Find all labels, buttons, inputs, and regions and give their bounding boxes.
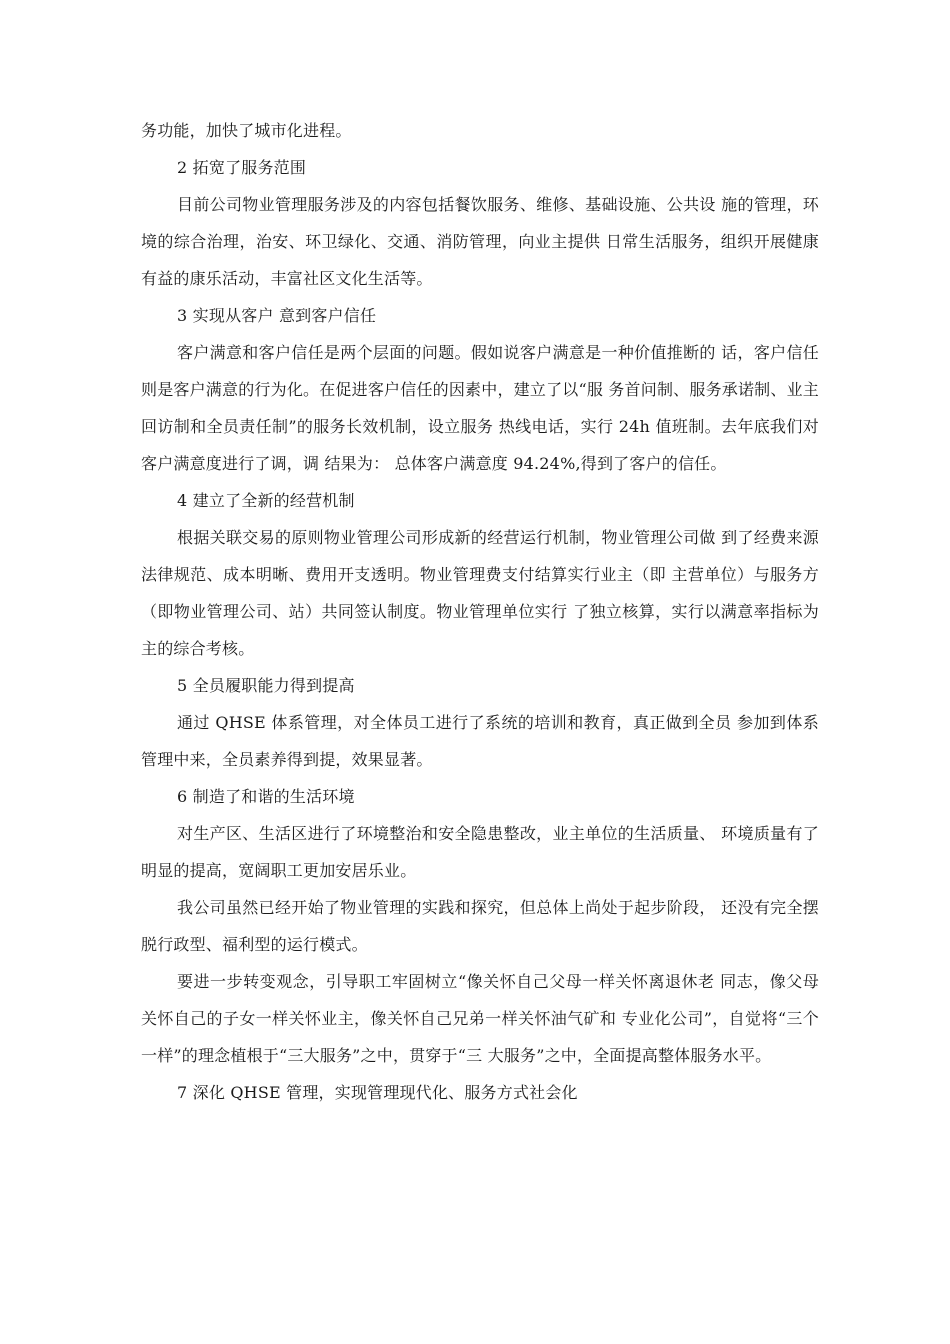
paragraph-operating-mechanism: 根据关联交易的原则物业管理公司形成新的经营运行机制，物业管理公司做 到了经费来源法律规范、成本明晰、费用开支透明。物业管理费支付结算实行业主（即 主营单位）与服务方（即物业管理公司、站）共同签认制度。物业管理单位实行 了独立核算，实行以满意率指标为主的综合考核。: [141, 528, 819, 658]
paragraph-change-concepts: 要进一步转变观念，引导职工牢固树立“像关怀自己父母一样关怀离退休老 同志，像父母关怀自己的子女一样关怀业主，像关怀自己兄弟一样关怀油气矿和 专业化公司”，自觉将“三个一样”的理念植根于“三大服务”之中，贯穿于“三 大服务”之中，全面提高整体服务水平。: [141, 972, 819, 1065]
paragraph-current-stage: 我公司虽然已经开始了物业管理的实践和探究，但总体上尚处于起步阶段， 还没有完全摆脱行政型、福利型的运行模式。: [141, 898, 819, 954]
section-heading-5: 5 全员履职能力得到提高: [177, 676, 355, 695]
paragraph-continuation: 务功能，加快了城市化进程。: [141, 121, 352, 140]
paragraph-living-environment: 对生产区、生活区进行了环境整治和安全隐患整改，业主单位的生活质量、 环境质量有了明显的提高，宽阔职工更加安居乐业。: [141, 824, 819, 880]
paragraph-customer-trust: 客户满意和客户信任是两个层面的问题。假如说客户满意是一种价值推断的 话，客户信任则是客户满意的行为化。在促进客户信任的因素中，建立了以“服 务首问制、服务承诺制、业主回访制和全员责任制”的服务长效机制，设立服务 热线电话，实行 24h 值班制。去年底我们对客户满意度进行了调，调 结果为： 总体客户满意度 94.24%,得到了客户的信任。: [141, 343, 819, 473]
section-heading-3: 3 实现从客户 意到客户信任: [177, 306, 377, 325]
section-heading-6: 6 制造了和谐的生活环境: [177, 787, 355, 806]
paragraph-service-scope: 目前公司物业管理服务涉及的内容包括餐饮服务、维修、基础设施、公共设 施的管理，环境的综合治理，治安、环卫绿化、交通、消防管理，向业主提供 日常生活服务，组织开展健康有益的康乐活动，丰富社区文化生活等。: [141, 195, 819, 288]
section-heading-4: 4 建立了全新的经营机制: [177, 491, 355, 510]
section-heading-7: 7 深化 QHSE 管理，实现管理现代化、服务方式社会化: [177, 1083, 578, 1102]
section-heading-2: 2 拓宽了服务范围: [177, 158, 307, 177]
document-body: [141, 112, 819, 1111]
paragraph-staff-competence: 通过 QHSE 体系管理，对全体员工进行了系统的培训和教育，真正做到全员 参加到体系管理中来，全员素养得到提，效果显著。: [141, 713, 819, 769]
